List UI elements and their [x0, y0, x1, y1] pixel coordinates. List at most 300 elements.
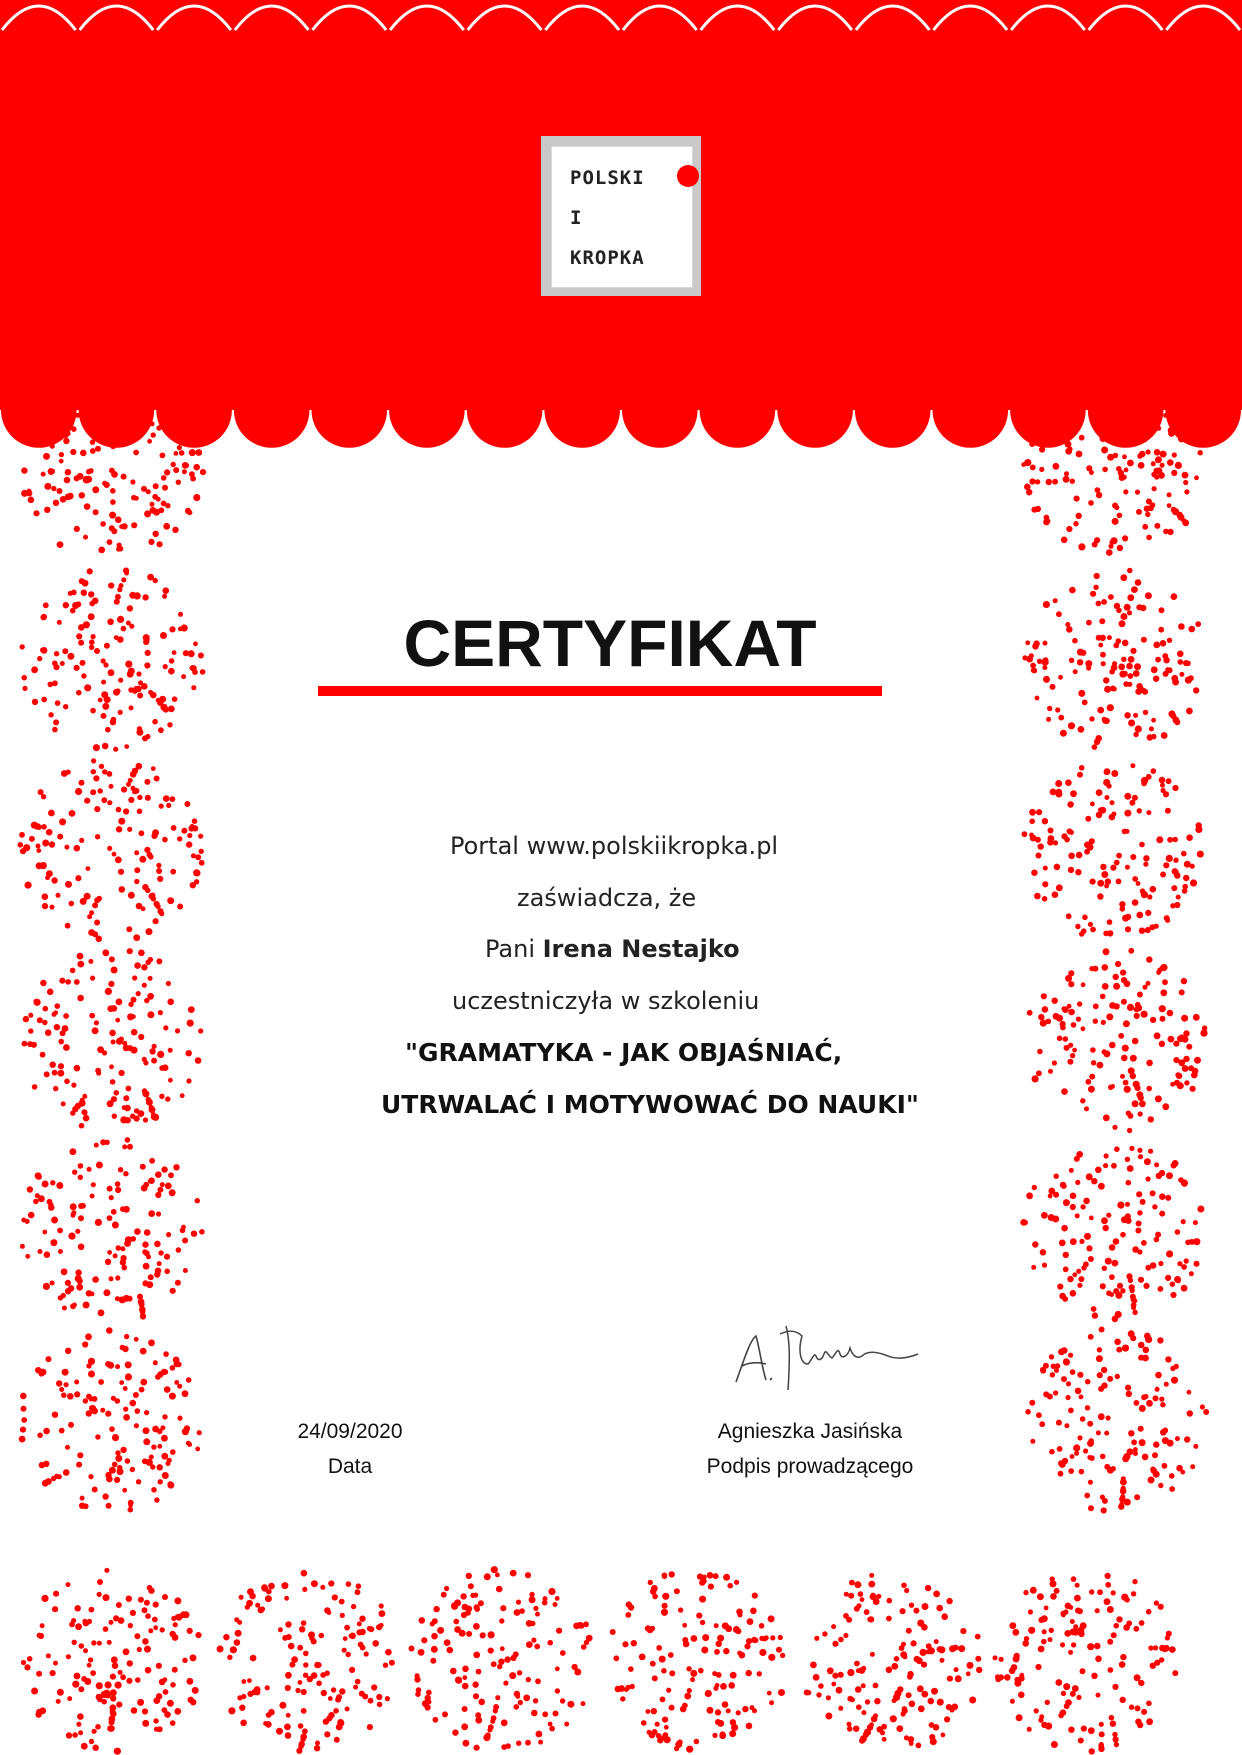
decor-dot [33, 510, 39, 516]
decor-dot [142, 594, 148, 600]
decor-dot [53, 1591, 59, 1597]
decor-dot [1112, 503, 1118, 509]
decor-dot [103, 1289, 110, 1296]
decor-dot [48, 712, 53, 717]
decor-dot [228, 1707, 235, 1714]
decor-dot [1171, 470, 1177, 476]
decor-dot [1048, 1637, 1053, 1642]
decor-dot [301, 1620, 307, 1626]
decor-dot [1028, 1609, 1033, 1614]
decor-dot [865, 1699, 870, 1704]
decor-dot [1154, 1600, 1159, 1605]
decor-dot [1162, 979, 1168, 985]
decor-dot [1172, 1670, 1178, 1676]
decor-dot [488, 1631, 495, 1638]
decor-dot [738, 1613, 743, 1618]
decor-dot [615, 1686, 622, 1693]
decor-dot [285, 1732, 292, 1739]
decor-dot [195, 854, 201, 860]
decor-dot [1192, 1068, 1199, 1075]
decor-dot [723, 1574, 730, 1581]
decor-dot [86, 469, 92, 475]
decor-dot [102, 743, 109, 750]
title-underline [318, 686, 882, 696]
decor-dot [652, 1675, 658, 1681]
decor-dot [861, 1683, 866, 1688]
logo-text-polski: POLSKI [570, 167, 645, 189]
decor-dot [82, 1110, 87, 1115]
decor-dot [1132, 899, 1139, 906]
decor-dot [1047, 839, 1054, 846]
decor-dot [115, 1296, 120, 1301]
decor-dot [76, 690, 82, 696]
decor-dot [188, 650, 195, 657]
decor-dot [118, 678, 123, 683]
decor-dot [1119, 620, 1126, 627]
decor-dot [1097, 880, 1104, 887]
decor-dot [1137, 992, 1143, 998]
decor-dot [1183, 660, 1189, 666]
decor-dot [1098, 1183, 1105, 1190]
decor-dot [142, 1241, 148, 1247]
decor-dot [1038, 843, 1044, 849]
decor-dot [107, 539, 113, 545]
decor-dot [1102, 467, 1108, 473]
decor-dot [376, 1624, 382, 1630]
decor-dot [87, 914, 92, 919]
decor-dot [247, 1588, 254, 1595]
decor-dot [461, 1612, 467, 1618]
decor-dot [146, 1099, 153, 1106]
decor-dot [1159, 1397, 1164, 1402]
decor-dot [97, 1592, 102, 1597]
decor-dot [151, 1114, 158, 1121]
decor-dot [1058, 675, 1063, 680]
decor-dot [1160, 1429, 1167, 1436]
decor-dot [109, 468, 115, 474]
decor-dot [332, 1594, 338, 1600]
decor-dot [59, 459, 64, 464]
decor-dot [183, 1268, 188, 1273]
decor-dot [1038, 1646, 1045, 1653]
decor-dot [147, 439, 152, 444]
decor-dot [1155, 1232, 1161, 1238]
decor-dot [174, 1597, 181, 1604]
decor-dot [1087, 1455, 1092, 1460]
decor-dot [127, 1660, 133, 1666]
decor-dot [169, 658, 175, 664]
decor-dot [186, 841, 192, 847]
decor-dot [1171, 885, 1177, 891]
decor-dot [1080, 1098, 1085, 1103]
decor-dot [969, 1697, 976, 1704]
decor-dot [42, 1020, 47, 1025]
decor-dot [1122, 535, 1128, 541]
decor-dot [90, 708, 96, 714]
decor-dot [90, 1194, 95, 1199]
decor-dot [1134, 663, 1141, 670]
decor-dot [848, 1593, 854, 1599]
decor-dot [768, 1654, 775, 1661]
decor-dot [1068, 1650, 1073, 1655]
decor-dot [1132, 1100, 1139, 1107]
decor-dot [447, 1647, 454, 1654]
decor-dot [1110, 537, 1117, 544]
decor-dot [542, 1711, 548, 1717]
decor-dot [525, 1740, 531, 1746]
decor-dot [1088, 922, 1093, 927]
decor-dot [65, 1288, 71, 1294]
decor-dot [1180, 1470, 1185, 1475]
decor-dot [1158, 627, 1164, 633]
decor-dot [1128, 948, 1134, 954]
decor-dot [1063, 1358, 1068, 1363]
decor-dot [1030, 1587, 1037, 1594]
decor-dot [1101, 447, 1108, 454]
decor-dot [172, 527, 178, 533]
decor-dot [1072, 1272, 1077, 1277]
decor-dot [195, 1632, 201, 1638]
decor-dot [728, 1682, 735, 1689]
decor-dot [128, 1623, 133, 1628]
decor-dot [854, 1581, 861, 1588]
decor-dot [112, 1462, 118, 1468]
decor-dot [158, 1479, 163, 1484]
decor-dot [1182, 888, 1188, 894]
decor-dot [142, 1720, 149, 1727]
decor-dot [1174, 1364, 1179, 1369]
decor-dot [1162, 653, 1168, 659]
decor-dot [162, 594, 167, 599]
decor-dot [37, 1433, 43, 1439]
decor-dot [954, 1667, 959, 1672]
decor-dot [944, 1716, 950, 1722]
decor-dot [1055, 791, 1062, 798]
decor-dot [1118, 664, 1125, 671]
decor-dot [105, 988, 112, 995]
decor-dot [21, 1417, 27, 1423]
decor-dot [1082, 915, 1088, 921]
decor-dot [98, 698, 103, 703]
decor-dot [1059, 1461, 1066, 1468]
decor-dot [529, 1596, 536, 1603]
decor-dot [1070, 1369, 1076, 1375]
decor-dot [1097, 1347, 1102, 1352]
decor-dot [148, 539, 154, 545]
decor-dot [314, 1745, 320, 1751]
logo [541, 136, 701, 296]
decor-dot [1070, 1193, 1077, 1200]
decor-dot [118, 546, 124, 552]
decor-dot [1081, 1265, 1086, 1270]
decor-dot [1080, 1204, 1085, 1209]
decor-dot [72, 1640, 77, 1645]
decor-dot [497, 1664, 502, 1669]
decor-dot [1108, 1667, 1114, 1673]
decor-dot [1096, 812, 1103, 819]
decor-dot [113, 747, 118, 752]
decor-dot [46, 870, 53, 877]
decor-dot [56, 1699, 61, 1704]
decor-dot [110, 1709, 116, 1715]
decor-dot [50, 1670, 56, 1676]
decor-dot [78, 1215, 84, 1221]
decor-dot [161, 1166, 167, 1172]
decor-dot [83, 1115, 90, 1122]
decor-dot [1165, 808, 1171, 814]
decor-dot [678, 1607, 683, 1612]
decor-dot [1086, 1245, 1092, 1251]
decor-dot [105, 727, 111, 733]
decor-dot [90, 976, 95, 981]
decor-dot [123, 1206, 130, 1213]
decor-dot [1068, 867, 1074, 873]
decor-dot [422, 1700, 429, 1707]
decor-dot [1076, 1269, 1081, 1274]
decor-dot [130, 1467, 135, 1472]
decor-dot [826, 1695, 831, 1700]
decor-dot [1130, 648, 1136, 654]
decor-dot [297, 1645, 303, 1651]
decor-dot [1039, 1421, 1045, 1427]
decor-dot [74, 665, 80, 671]
decor-dot [84, 684, 91, 691]
decor-dot [145, 1667, 152, 1674]
decor-dot [170, 796, 176, 802]
decor-dot [284, 1724, 291, 1731]
decor-dot [538, 1740, 543, 1745]
decor-dot [1109, 1715, 1115, 1721]
decor-dot [96, 936, 103, 943]
decor-dot [1029, 819, 1035, 825]
decor-dot [187, 1628, 193, 1634]
decor-dot [276, 1728, 283, 1735]
decor-dot [163, 1677, 168, 1682]
decor-dot [285, 1621, 291, 1627]
decor-dot [1041, 1722, 1047, 1728]
decor-dot [86, 1410, 92, 1416]
decor-dot [1083, 1448, 1088, 1453]
decor-dot [63, 704, 68, 709]
decor-dot [529, 1592, 534, 1597]
decor-dot [143, 1427, 150, 1434]
decor-dot [128, 1503, 133, 1508]
decor-dot [1114, 1742, 1119, 1747]
decor-dot [1064, 1703, 1070, 1709]
decor-dot [377, 1702, 383, 1708]
decor-dot [147, 993, 154, 1000]
decor-dot [717, 1635, 724, 1642]
decor-dot [83, 621, 90, 628]
decor-dot [1078, 1738, 1084, 1744]
decor-dot [1036, 853, 1042, 859]
decor-dot [547, 1640, 553, 1646]
decor-dot [759, 1649, 766, 1656]
decor-dot [1089, 716, 1094, 721]
decor-dot [27, 1186, 33, 1192]
decor-dot [976, 1667, 982, 1673]
decor-dot [134, 962, 141, 969]
decor-dot [107, 1215, 113, 1221]
decor-dot [86, 1363, 91, 1368]
decor-dot [1128, 1330, 1135, 1337]
decor-dot [43, 1428, 50, 1435]
decor-dot [1187, 1390, 1192, 1395]
decor-dot [109, 784, 114, 789]
decor-dot [847, 1726, 853, 1732]
decor-dot [161, 475, 167, 481]
decor-dot [1056, 1420, 1062, 1426]
decor-dot [1072, 1048, 1077, 1053]
decor-dot [1186, 708, 1193, 715]
decor-dot [1085, 1379, 1091, 1385]
decor-dot [97, 1579, 103, 1585]
decor-dot [478, 1600, 484, 1606]
decor-dot [1081, 1726, 1087, 1732]
decor-dot [173, 1622, 178, 1627]
decor-dot [95, 1724, 101, 1730]
decor-dot [1075, 1213, 1080, 1218]
decor-dot [669, 1670, 675, 1676]
decor-dot [107, 1362, 114, 1369]
decor-dot [1125, 1385, 1131, 1391]
decor-dot [1084, 1106, 1089, 1111]
decor-dot [1121, 999, 1127, 1005]
decor-dot [123, 808, 129, 814]
decor-dot [1064, 471, 1069, 476]
decor-dot [76, 1284, 83, 1291]
decor-dot [52, 1070, 58, 1076]
decor-dot [1158, 1261, 1163, 1266]
decor-dot [1112, 1260, 1119, 1267]
decor-dot [110, 488, 116, 494]
decor-dot [858, 1591, 864, 1597]
decor-dot [131, 522, 137, 528]
decor-dot [91, 1640, 96, 1645]
decor-dot [58, 1249, 63, 1254]
decor-dot [111, 1656, 118, 1663]
decor-dot [120, 1246, 125, 1251]
decor-dot [1127, 1004, 1134, 1011]
decor-dot [886, 1616, 892, 1622]
decor-dot [143, 1117, 148, 1122]
decor-dot [1194, 1057, 1201, 1064]
decor-dot [137, 726, 142, 731]
decor-dot [122, 1346, 128, 1352]
decor-dot [52, 1012, 57, 1017]
decor-dot [1138, 1154, 1143, 1159]
decor-dot [263, 1721, 268, 1726]
decor-dot [77, 953, 84, 960]
decor-dot [1016, 1714, 1023, 1721]
decor-dot [1099, 1722, 1104, 1727]
decor-dot [59, 452, 64, 457]
decor-dot [148, 957, 153, 962]
decor-dot [1150, 1262, 1157, 1269]
decor-dot [518, 1700, 523, 1705]
decor-dot [37, 1633, 42, 1638]
decor-dot [71, 590, 77, 596]
decor-dot [877, 1726, 884, 1733]
decor-dot [141, 683, 148, 690]
decor-dot [526, 1641, 533, 1648]
decor-dot [1010, 1699, 1015, 1704]
decor-dot [1133, 1626, 1139, 1632]
decor-dot [814, 1636, 819, 1641]
decor-dot [1135, 1228, 1141, 1234]
decor-dot [1068, 853, 1075, 860]
decor-dot [1046, 1019, 1052, 1025]
decor-dot [1161, 732, 1168, 739]
decor-dot [1080, 1416, 1086, 1422]
decor-dot [1075, 869, 1081, 875]
decor-dot [1073, 669, 1078, 674]
decor-dot [144, 1600, 150, 1606]
decor-dot [138, 1034, 144, 1040]
decor-dot [1150, 502, 1156, 508]
decor-dot [141, 964, 147, 970]
decor-dot [1051, 1741, 1058, 1748]
decor-dot [1181, 1285, 1188, 1292]
decor-dot [123, 1414, 130, 1421]
decor-dot [1172, 837, 1178, 843]
decor-dot [1167, 837, 1173, 843]
decor-dot [187, 1020, 194, 1027]
decor-dot [1047, 706, 1052, 711]
decor-dot [1077, 772, 1083, 778]
decor-dot [63, 1044, 70, 1051]
decor-dot [624, 1687, 629, 1692]
decor-dot [148, 976, 153, 981]
decor-dot [1109, 814, 1116, 821]
decor-dot [137, 809, 143, 815]
decor-dot [48, 810, 55, 817]
decor-dot [136, 903, 143, 910]
decor-dot [103, 1626, 109, 1632]
decor-dot [79, 780, 85, 786]
decor-dot [151, 896, 157, 902]
decor-dot [1144, 1158, 1151, 1165]
decor-dot [193, 464, 200, 471]
decor-dot [122, 1144, 127, 1149]
decor-dot [94, 806, 100, 812]
decor-dot [1038, 1014, 1044, 1020]
decor-dot [148, 1179, 153, 1184]
decor-dot [1167, 638, 1172, 643]
decor-dot [78, 1244, 85, 1251]
decor-dot [193, 641, 198, 646]
decor-dot [88, 1371, 95, 1378]
decor-dot [1042, 665, 1047, 670]
decor-dot [156, 958, 162, 964]
decor-dot [51, 1217, 58, 1224]
decor-dot [1120, 1654, 1126, 1660]
decor-dot [1026, 489, 1032, 495]
decor-dot [1122, 640, 1129, 647]
decor-dot [1145, 592, 1152, 599]
decor-dot [1110, 1721, 1116, 1727]
decor-dot [180, 1093, 185, 1098]
decor-dot [1068, 1468, 1074, 1474]
decor-dot [80, 660, 86, 666]
decor-dot [320, 1585, 325, 1590]
decor-dot [1177, 651, 1184, 658]
decor-dot [1153, 642, 1160, 649]
decor-dot [955, 1675, 962, 1682]
decor-dot [1194, 475, 1199, 480]
decor-dot [57, 834, 63, 840]
decor-dot [1079, 1395, 1084, 1400]
